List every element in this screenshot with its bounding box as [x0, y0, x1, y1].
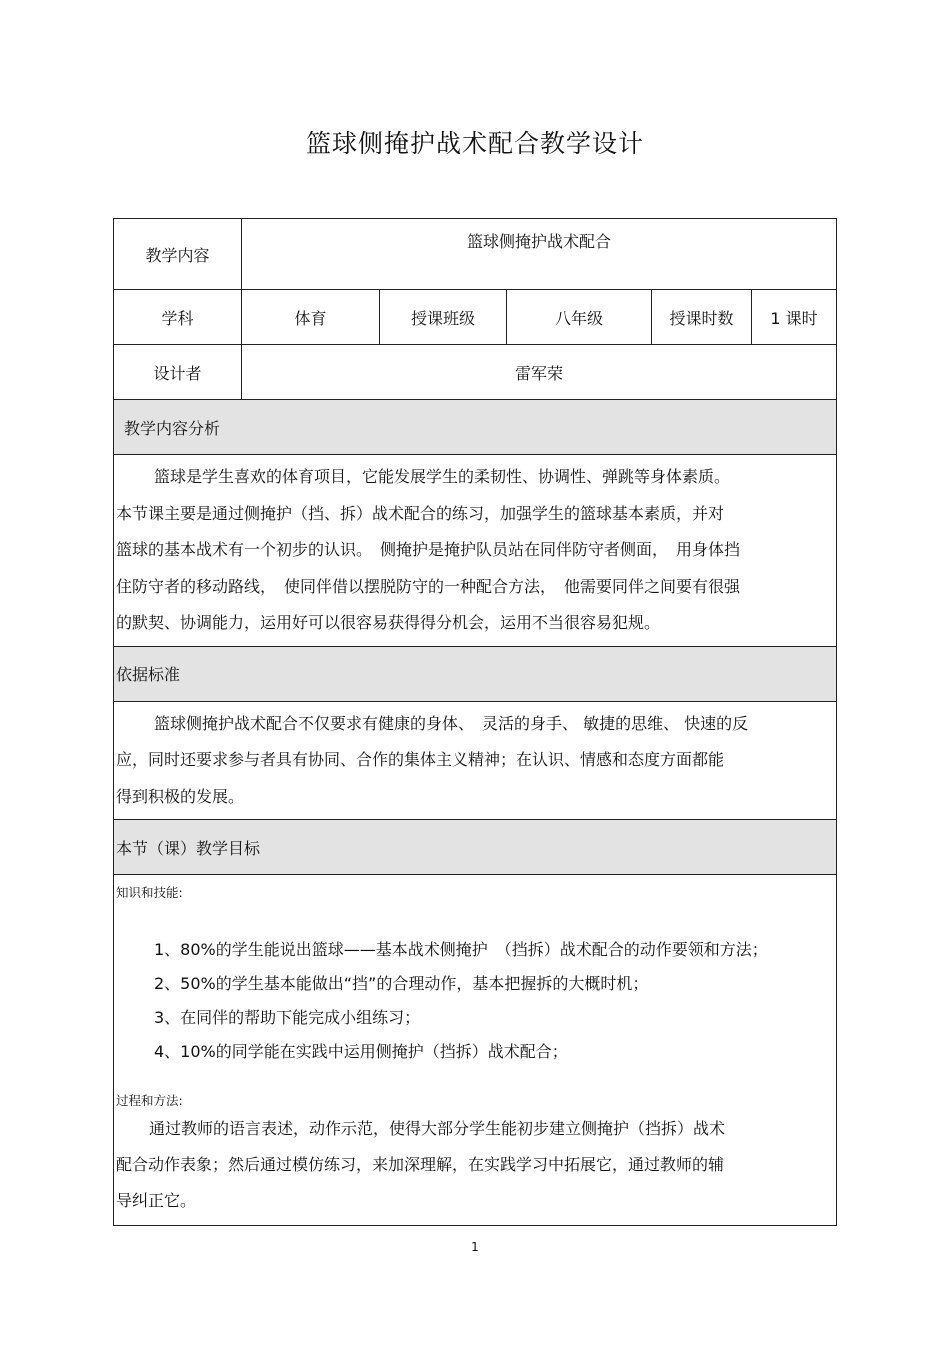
analysis-line: 篮球是学生喜欢的体育项目，它能发展学生的柔韧性、协调性、弹跳等身体素质。: [154, 467, 731, 486]
lesson-plan-table: [113, 218, 837, 1226]
hours-label: 授课时数: [652, 290, 752, 345]
process-label: 过程和方法:: [116, 1093, 183, 1108]
content-label: 教学内容: [114, 219, 242, 290]
class-label: 授课班级: [380, 290, 507, 345]
process-line: 配合动作表象；然后通过模仿练习，来加深理解，在实践学习中拓展它，通过教师的辅: [116, 1155, 725, 1174]
page-number: 1: [471, 1240, 479, 1254]
designer-value: 雷军荣: [242, 345, 837, 400]
analysis-line: 的默契、协调能力，运用好可以很容易获得得分机会，运用不当很容易犯规。: [116, 613, 661, 632]
goals-body: [114, 875, 837, 1226]
standard-line: 得到积极的发展。: [116, 786, 245, 806]
analysis-line: 篮球的基本战术有一个初步的认识。 侧掩护是掩护队员站在同伴防守者侧面， 用身体挡: [116, 540, 741, 559]
goal-item: 1、80%的学生能说出篮球——基本战术侧掩护 （挡拆）战术配合的动作要领和方法；: [154, 940, 768, 959]
standard-line: 应，同时还要求参与者具有协同、合作的集体主义精神；在认识、情感和态度方面都能: [116, 750, 725, 769]
analysis-line: 住防守者的移动路线， 使同伴借以摆脱防守的一种配合方法， 他需要同伴之间要有很强: [116, 576, 741, 596]
analysis-body: [114, 455, 837, 647]
standard-line: 篮球侧掩护战术配合不仅要求有健康的身体、 灵活的身手、 敏捷的思维、 快速的反: [154, 713, 749, 733]
class-value: 八年级: [507, 290, 652, 345]
goal-item: 3、在同伴的帮助下能完成小组练习；: [154, 1008, 421, 1027]
hours-value: 1 课时: [752, 290, 837, 345]
designer-label: 设计者: [114, 345, 242, 400]
goal-item: 4、10%的同学能在实践中运用侧掩护（挡拆）战术配合；: [154, 1042, 568, 1061]
goals-heading: 本节（课）教学目标: [114, 820, 837, 875]
process-line: 通过教师的语言表述，动作示范，使得大部分学生能初步建立侧掩护（挡拆）战术: [149, 1119, 726, 1138]
goal-item: 2、50%的学生基本能做出“挡”的合理动作，基本把握拆的大概时机；: [154, 974, 649, 993]
subject-label: 学科: [114, 290, 242, 345]
standard-heading: 依据标准: [114, 646, 837, 701]
analysis-line: 本节课主要是通过侧掩护（挡、拆）战术配合的练习，加强学生的篮球基本素质，并对: [116, 503, 725, 523]
analysis-heading: 教学内容分析: [114, 400, 837, 455]
content-value: 篮球侧掩护战术配合: [242, 219, 837, 290]
knowledge-label: 知识和技能:: [116, 885, 183, 900]
page-title: 篮球侧掩护战术配合教学设计: [305, 129, 644, 158]
subject-value: 体育: [242, 290, 380, 345]
standard-body: [114, 701, 837, 820]
process-line: 导纠正它。: [116, 1191, 197, 1210]
